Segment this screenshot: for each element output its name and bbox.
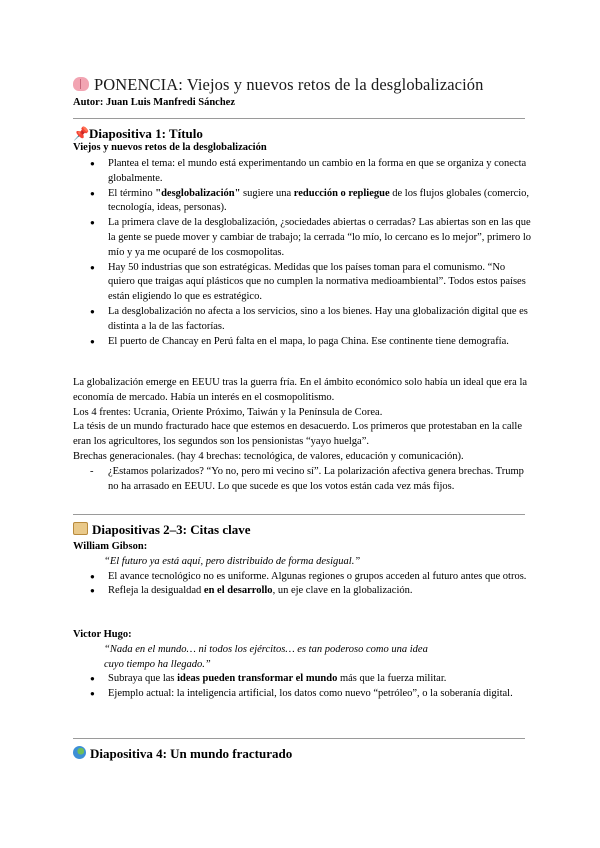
section-heading-slide-1: 📌Diapositiva 1: Título (73, 126, 203, 141)
list-item: ● Refleja la desigualdad en el desarrollo, un eje clave en la globalización. (73, 584, 533, 599)
scroll-icon (73, 522, 88, 535)
slide-1-bullets (73, 157, 533, 349)
author-line: Autor: Juan Luis Manfredi Sánchez (73, 97, 235, 108)
brain-icon (73, 77, 89, 91)
dash-list (73, 465, 533, 495)
hugo-label: Victor Hugo: (73, 629, 132, 640)
gibson-quote: “El futuro ya está aquí, pero distribuido de forma desigual.” (104, 555, 361, 567)
hugo-quote: “Nada en el mundo… ni todos los ejércitos… es tan poderoso como una idea cuyo tiempo ha llegado.” (104, 643, 428, 670)
list-item: ● Subraya que las ideas pueden transformar el mundo más que la fuerza militar. (73, 672, 533, 687)
list-item: ● Ejemplo actual: la inteligencia artificial, los datos como nuevo “petróleo”, o la soberanía digital. (73, 687, 533, 702)
hugo-bullets (73, 672, 533, 702)
gibson-block (73, 540, 533, 599)
list-item: ● El avance tecnológico no es uniforme. Algunas regiones o grupos acceden al futuro antes que otros. (73, 570, 533, 585)
list-item: - ¿Estamos polarizados? “Yo no, pero mi vecino sí”. La polarización afectiva genera brechas. Trump no ha arrasado en EEUU. Lo que sucede es que los votos están cada vez más fijos. (73, 465, 533, 495)
divider (73, 118, 525, 119)
divider (73, 514, 525, 515)
list-item: ● La primera clave de la desglobalización, ¿sociedades abiertas o cerradas? Las abiertas son en las que la gente se puede mover y cambiar de trabajo; la cerrada “lo mío, lo cercano es lo mejor”, primero lo mío y ya me ocuparé de los cosmopolitas. (73, 216, 533, 260)
pushpin-icon: 📌 (73, 126, 90, 141)
slide-1-notes (73, 376, 533, 494)
list-item: ● Hay 50 industrias que son estratégicas. Medidas que los países toman para el comunismo. “No quiero que traigas aquí plásticos que no cumplen la normativa medioambiental”. Todos estos países están eligiendo lo que es estratégico. (73, 261, 533, 305)
document-title: PONENCIA: Viejos y nuevos retos de la desglobalización (73, 75, 484, 95)
list-item: ● La desglobalización no afecta a los servicios, sino a los bienes. Hay una globalización digital que es distinta a la de las factorías. (73, 305, 533, 335)
paragraph: La tésis de un mundo fracturado hace que estemos en desacuerdo. Los primeros que protestaban en la calle eran los agricultores, los segundos son los pensionistas “yayo huelga”. (73, 421, 522, 448)
list-item: ● El puerto de Chancay en Perú falta en el mapa, lo paga China. Ese continente tiene demografía. (73, 335, 533, 350)
section-heading-slide-4: Diapositiva 4: Un mundo fracturado (73, 746, 292, 762)
gibson-bullets (73, 570, 533, 600)
slide-1-subheading: Viejos y nuevos retos de la desglobalización (73, 142, 267, 153)
list-item: ● El término "desglobalización" sugiere una reducción o repliegue de los flujos globales (comercio, tecnología, ideas, personas). (73, 187, 533, 217)
slide-1-body (73, 157, 533, 349)
hugo-block (73, 628, 533, 702)
gibson-label: William Gibson: (73, 541, 148, 552)
paragraph: Los 4 frentes: Ucrania, Oriente Próximo, Taiwán y la Península de Corea. (73, 406, 383, 418)
globe-icon (73, 746, 86, 759)
paragraph: Brechas generacionales. (hay 4 brechas: tecnológica, de valores, educación y comunicación). (73, 450, 464, 462)
list-item: ● Plantea el tema: el mundo está experimentando un cambio en la forma en que se organiza y conecta globalmente. (73, 157, 533, 187)
divider (73, 738, 525, 739)
paragraph: La globalización emerge en EEUU tras la guerra fría. En el ámbito económico solo había un ideal que era la economía de mercado. Había un interés en el cosmopolitismo. (73, 377, 528, 403)
section-heading-slides-2-3: Diapositivas 2–3: Citas clave (73, 522, 251, 538)
